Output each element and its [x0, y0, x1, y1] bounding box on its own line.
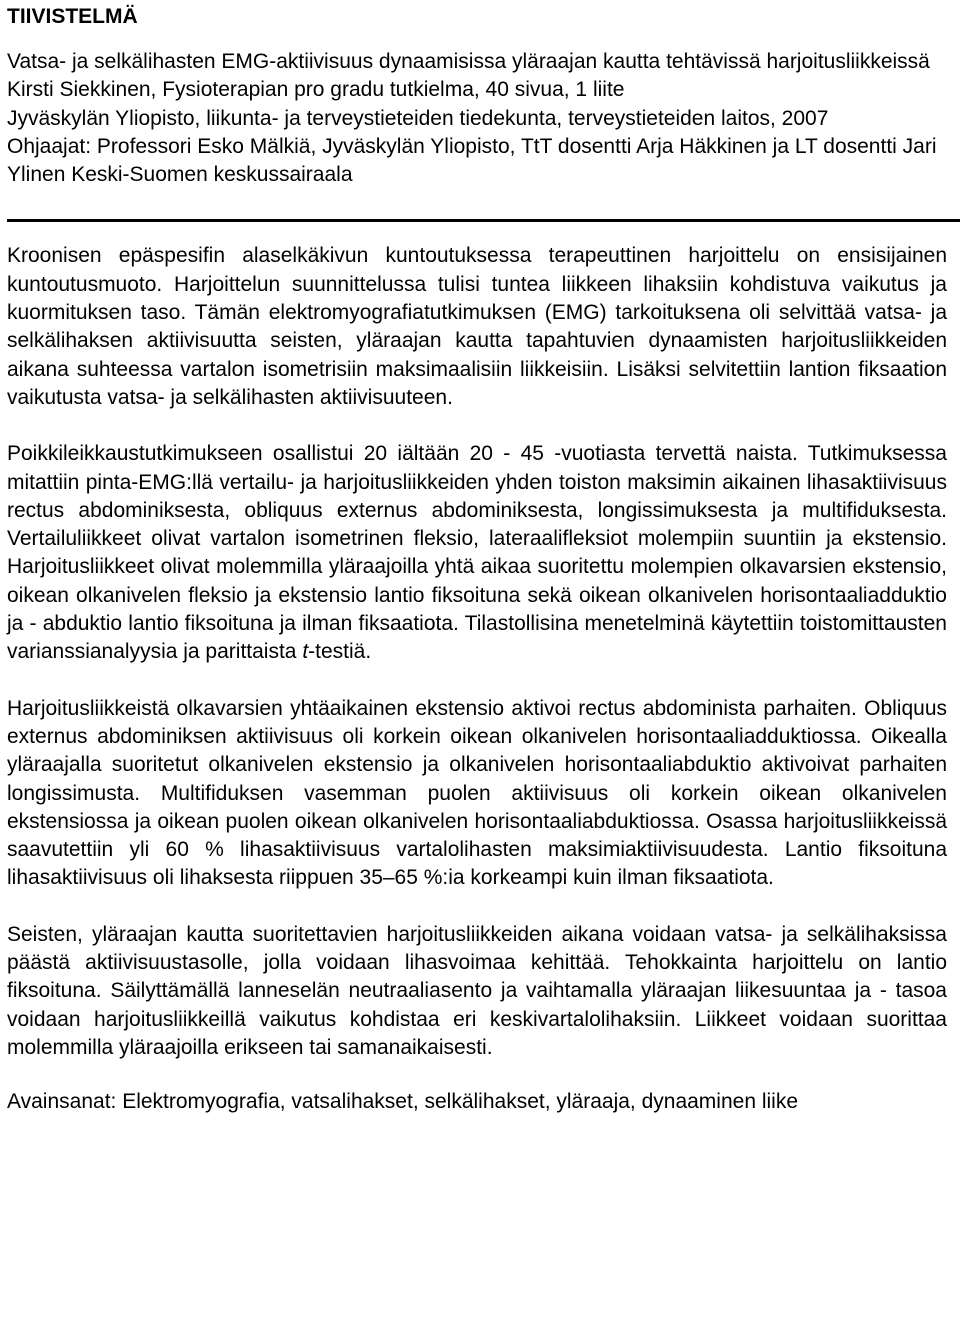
divider-rule — [7, 219, 960, 222]
thesis-title: Vatsa- ja selkälihasten EMG-aktiivisuus dynaamisissa yläraajan kautta tehtävissä harjoitusliikkeissä — [7, 50, 930, 73]
t-test-italic: t — [302, 640, 309, 664]
page-title: TIIVISTELMÄ — [7, 5, 138, 28]
paragraph-2-text: Poikkileikkaustutkimukseen osallistui 20 iältään 20 - 45 -vuotiasta tervettä naista. Tutkimuksessa mitattiin pinta-EMG:llä vertailu- ja harjoitusliikkeiden yhden toiston maksimin aikainen lihasaktiivisuus rectus abdominiksesta, obliquus externus abdominiksesta, longissimuksesta ja multifiduksesta. Vertailuliikkeet olivat vartalon isometrinen fleksio, lateraalifleksiot molempiin suuntiin ja ekstensio. Harjoitusliikkeet olivat molemmilla yläraajoilla yhtä aikaa suoritettu molempien olkavarsien ekstensio, oikean olkanivelen fleksio ja ekstensio lantio fiksoituna sekä oikean olkanivelen horisontaaliadduktio ja - abduktio lantio fiksoituna ja ilman fiksaatiota. Tilastollisina menetelminä käytettiin toistomittausten varianssianalyysia ja parittaista — [7, 442, 947, 664]
institution-line: Jyväskylän Yliopisto, liikunta- ja terveystieteiden tiedekunta, terveystieteiden laitos, 2007 — [7, 106, 829, 130]
supervisors-line: Ohjaajat: Professori Esko Mälkiä, Jyväskylän Yliopisto, TtT dosentti Arja Häkkinen ja LT dosentti Jari Ylinen Keski-Suomen keskussairaala — [7, 134, 937, 187]
abstract-body — [7, 242, 947, 1062]
document-page — [7, 0, 947, 1117]
abstract-paragraph-4: Seisten, yläraajan kautta suoritettavien harjoitusliikkeiden aikana voidaan vatsa- ja selkälihaksissa päästä aktiivisuustasolle, jolla voidaan lihasvoimaa kehittää. Tehokkainta harjoittelu on lantio fiksoituna. Säilyttämällä lanneselän neutraaliasento ja vaihtamalla yläraajan liikesuuntaa ja - tasoa voidaan harjoitusliikkeillä vaikutus kohdistaa eri keskivartalolihaksiin. Liikkeet voidaan suorittaa molemmilla yläraajoilla erikseen tai samanaikaisesti. — [7, 922, 947, 1059]
keywords-line: Avainsanat: Elektromyografia, vatsalihakset, selkälihakset, yläraaja, dynaaminen liike — [7, 1090, 799, 1114]
paragraph-2-suffix: -testiä. — [308, 640, 372, 664]
author-line: Kirsti Siekkinen, Fysioterapian pro gradu tutkielma, 40 sivua, 1 liite — [7, 78, 625, 102]
abstract-paragraph-2 — [7, 440, 947, 666]
abstract-paragraph-1: Kroonisen epäspesifin alaselkäkivun kuntoutuksessa terapeuttinen harjoittelu on ensisijainen kuntoutusmuoto. Harjoittelun suunnittelussa tulisi tuntea liikkeen lihaksiin kohdistuva vaikutus ja kuormituksen taso. Tämän elektromyografiatutkimuksen (EMG) tarkoituksena oli selvittää vatsa- ja selkälihaksen aktiivisuutta seisten, yläraajan kautta tapahtuvien dynaamisten harjoitusliikkeiden aikana suhteessa vartalon isometrisiin maksimaalisiin liikkeisiin. Lisäksi selvitettiin lantion fiksaation vaikutusta vatsa- ja selkälihasten aktiivisuuteen. — [7, 244, 947, 409]
thesis-meta — [7, 48, 947, 189]
abstract-paragraph-3: Harjoitusliikkeistä olkavarsien yhtäaikainen ekstensio aktivoi rectus abdominista parhaiten. Obliquus externus abdominiksen aktiivisuus oli korkein oikean olkanivelen horisontaaliadduktiossa. Oikealla yläraajalla suoritetut olkanivelen ekstensio ja olkanivelen horisontaaliabduktio aktivoivat parhaiten longissimusta. Multifiduksen vasemman puolen aktiivisuus oli korkein oikean olkanivelen ekstensiossa ja oikean puolen oikean olkanivelen horisontaaliabduktiossa. Osassa harjoitusliikkeissä saavutettiin yli 60 % lihasaktiivisuus vartalolihasten maksimiaktiivisuudesta. Lantio fiksoituna lihasaktiivisuus oli lihaksesta riippuen 35–65 %:ia korkeampi kuin ilman fiksaatiota. — [7, 696, 947, 890]
